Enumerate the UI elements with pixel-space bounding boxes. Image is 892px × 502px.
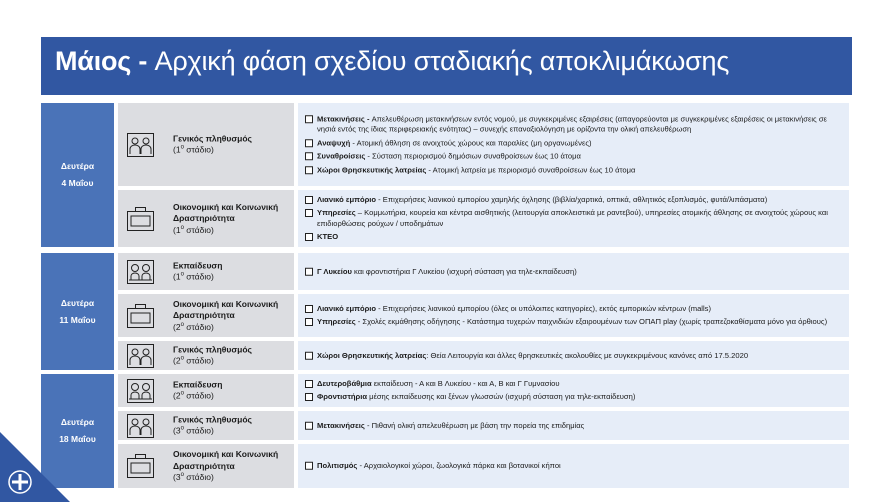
checkbox-bullet-icon — [305, 380, 313, 388]
date-day: 4 Μαΐου — [61, 178, 94, 188]
category-stage: ($2^o$ στάδιο) — [173, 355, 214, 366]
category-stage: ($3^o$ στάδιο) — [173, 425, 214, 436]
people-icon — [127, 414, 154, 438]
people-icon — [127, 133, 154, 157]
title-subtitle: Αρχική φάση σχεδίου σταδιακής αποκλιμάκωσης — [154, 46, 730, 76]
checkbox-bullet-icon — [305, 318, 313, 326]
category-name: Γενικός πληθυσμός — [173, 133, 252, 143]
category-stage: ($3^o$ στάδιο) — [173, 471, 214, 482]
list-item: Χώροι Θρησκευτικής λατρείας - Ατομική λατρεία με περιορισμό συναθροίσεων έως 10 άτομα — [305, 165, 845, 176]
date-weekday: Δευτέρα — [60, 417, 95, 427]
category-general-population-stage-3 — [118, 411, 294, 440]
details-cell-2 — [298, 190, 849, 247]
category-general-population-stage-1 — [118, 103, 294, 186]
list-item: Πολιτισμός - Αρχαιολογικοί χώροι, ζωολογικά πάρκα και βοτανικοί κήποι — [305, 461, 845, 472]
title-separator: - — [131, 46, 155, 76]
date-cell-may-11 — [41, 253, 114, 370]
checkbox-bullet-icon — [305, 152, 313, 160]
checkbox-bullet-icon — [305, 351, 313, 359]
checkbox-bullet-icon — [305, 305, 313, 313]
details-cell-4 — [298, 294, 849, 337]
list-item: Γ Λυκείου και φροντιστήρια Γ Λυκείου (ισχυρή σύσταση για τηλε-εκπαίδευση) — [305, 266, 845, 277]
date-day: 18 Μαΐου — [59, 434, 96, 444]
date-weekday: Δευτέρα — [60, 297, 95, 308]
details-cell-3 — [298, 253, 849, 290]
details-cell-5 — [298, 341, 849, 370]
category-name: Οικονομική και Κοινωνική Δραστηριότητα — [173, 201, 279, 223]
checkbox-bullet-icon — [305, 139, 313, 147]
list-item: Μετακινήσεις - Πιθανή ολική απελευθέρωση με βάση την πορεία της επιδημίας — [305, 420, 845, 431]
category-economic-activity-stage-3 — [118, 444, 294, 488]
list-item: Αναψυχή - Ατομική άθληση σε ανοιχτούς χώρους και παραλίες (μη οργανωμένες) — [305, 138, 845, 149]
title-month: Μάιος — [55, 46, 132, 76]
checkbox-bullet-icon — [305, 233, 313, 241]
list-item: Λιανικό εμπόριο - Επιχειρήσεις λιανικού εμπορίου (όλες οι υπόλοιπες κατηγορίες), εκτός εμπορικών κέντρων (malls) — [305, 304, 845, 315]
category-economic-activity-stage-1 — [118, 190, 294, 247]
category-name: Εκπαίδευση — [173, 260, 223, 270]
list-item: Μετακινήσεις - Απελευθέρωση μετακινήσεων εντός νομού, με συγκεκριμένες εξαιρέσεις (απαγορεύονται με συγκεκριμένες εξαιρέσεις οι μετακινήσεις σε νησιά εντός της ίδιας περιφερειακής ενότητας) – συνεχής επαναξιολόγηση με ορίζοντα την ολική απελευθέρωση — [305, 114, 845, 135]
students-icon — [127, 379, 154, 403]
shop-icon — [127, 207, 154, 231]
list-item: Χώροι Θρησκευτικής λατρείας: Θεία Λειτουργία και άλλες θρησκευτικές ακολουθίες με συγκεκριμένους κανόνες από 17.5.2020 — [305, 350, 845, 361]
checkbox-bullet-icon — [305, 196, 313, 204]
list-item: Φροντιστήρια μέσης εκπαίδευσης και ξένων γλωσσών (ισχυρή σύσταση για τηλε-εκπαίδευση) — [305, 392, 845, 403]
shop-icon — [127, 454, 154, 478]
category-stage: ($2^o$ στάδιο) — [173, 321, 214, 332]
greek-government-emblem-icon — [0, 432, 70, 502]
date-cell-may-4 — [41, 103, 114, 247]
category-name: Οικονομική και Κοινωνική Δραστηριότητα — [173, 448, 279, 471]
details-cell-7 — [298, 411, 849, 440]
category-stage: ($1^o$ στάδιο) — [173, 144, 214, 155]
list-item: Υπηρεσίες – Κομμωτήρια, κουρεία και κέντρα αισθητικής (λειτουργία αποκλειστικά με ραντεβού), υπηρεσίες ατομικής άθλησης σε ανοιχτούς χώρους και επιδιορθώσεις ρούχων / υποδημάτων — [305, 208, 845, 229]
category-education-stage-1 — [118, 253, 294, 290]
people-icon — [127, 344, 154, 368]
category-stage: ($2^o$ στάδιο) — [173, 390, 214, 401]
date-day: 11 Μαΐου — [59, 314, 96, 325]
checkbox-bullet-icon — [305, 462, 313, 470]
category-general-population-stage-2 — [118, 341, 294, 370]
checkbox-bullet-icon — [305, 115, 313, 123]
list-item: Δευτεροβάθμια εκπαίδευση - Α και Β Λυκείου - και Α, Β και Γ Γυμνασίου — [305, 379, 845, 390]
students-icon — [127, 260, 154, 284]
list-item: Υπηρεσίες - Σχολές εκμάθησης οδήγησης - Κατάστημα τυχερών παιχνιδιών εξαιρουμένων των ΟΠΑΠ play (χωρίς τραπεζοκαθίσματα μόνο για όρθιους) — [305, 317, 845, 328]
category-name: Γενικός πληθυσμός — [173, 414, 252, 424]
details-cell-8 — [298, 444, 849, 488]
list-item: ΚΤΕΟ — [305, 232, 845, 243]
title-banner — [41, 37, 852, 95]
page-title — [55, 46, 729, 77]
category-stage: ($1^o$ στάδιο) — [173, 224, 214, 235]
category-name: Γενικός πληθυσμός — [173, 344, 252, 354]
details-cell-6 — [298, 374, 849, 407]
checkbox-bullet-icon — [305, 166, 313, 174]
checkbox-bullet-icon — [305, 393, 313, 401]
details-cell-1 — [298, 103, 849, 186]
category-name: Εκπαίδευση — [173, 379, 223, 389]
category-education-stage-2 — [118, 374, 294, 407]
date-weekday: Δευτέρα — [60, 161, 95, 171]
category-stage: ($1^o$ στάδιο) — [173, 271, 214, 282]
category-name: Οικονομική και Κοινωνική Δραστηριότητα — [173, 298, 279, 320]
checkbox-bullet-icon — [305, 267, 313, 275]
category-economic-activity-stage-2 — [118, 294, 294, 337]
list-item: Λιανικό εμπόριο - Επιχειρήσεις λιανικού εμπορίου χαμηλής όχλησης (βιβλία/χαρτικά, οπτικά, αθλητικός εξοπλισμός, φυτά/λιπάσματα) — [305, 195, 845, 206]
list-item: Συναθροίσεις - Σύσταση περιορισμού δημόσιων συναθροίσεων έως 10 άτομα — [305, 151, 845, 162]
checkbox-bullet-icon — [305, 421, 313, 429]
checkbox-bullet-icon — [305, 209, 313, 217]
shop-icon — [127, 304, 154, 328]
